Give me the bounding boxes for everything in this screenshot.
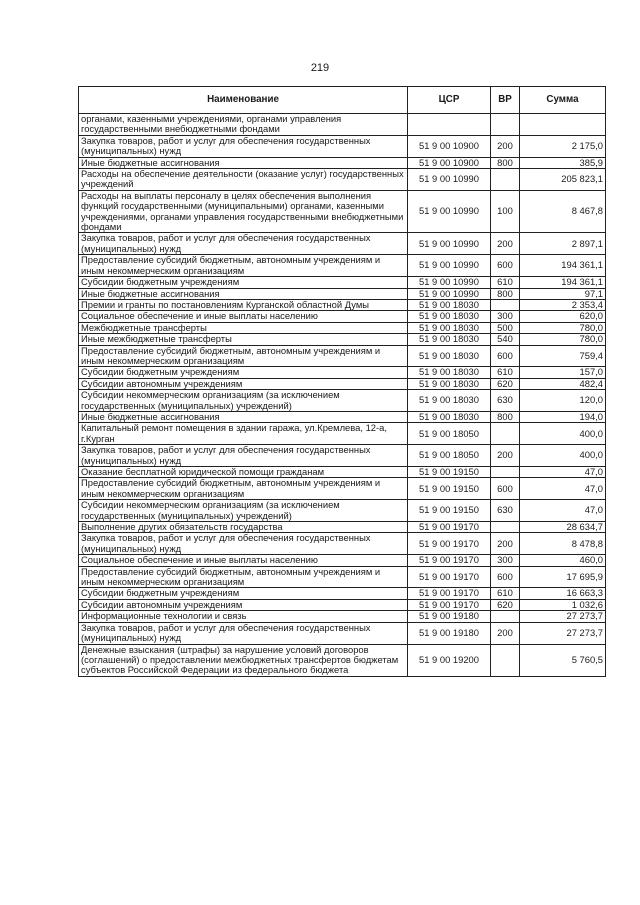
table-row bbox=[79, 522, 606, 533]
cell-sum: 460,0 bbox=[520, 555, 606, 566]
table-row bbox=[79, 334, 606, 345]
cell-sum: 482,4 bbox=[520, 378, 606, 389]
cell-csr: 51 9 00 10990 bbox=[408, 190, 491, 233]
cell-sum: 780,0 bbox=[520, 334, 606, 345]
cell-csr: 51 9 00 19180 bbox=[408, 622, 491, 644]
table-row bbox=[79, 135, 606, 157]
header-sum: Сумма bbox=[520, 87, 606, 114]
cell-name: Выполнение других обязательств государства bbox=[79, 522, 408, 533]
header-vr: ВР bbox=[491, 87, 520, 114]
cell-csr: 51 9 00 18030 bbox=[408, 411, 491, 422]
cell-vr bbox=[491, 467, 520, 478]
cell-sum: 47,0 bbox=[520, 478, 606, 500]
cell-sum: 780,0 bbox=[520, 322, 606, 333]
cell-vr: 610 bbox=[491, 277, 520, 288]
cell-vr: 620 bbox=[491, 599, 520, 610]
cell-sum: 47,0 bbox=[520, 467, 606, 478]
table-row bbox=[79, 345, 606, 367]
cell-name: Иные бюджетные ассигнования bbox=[79, 411, 408, 422]
cell-name: Предоставление субсидий бюджетным, автономным учреждениям и иным некоммерческим организациям bbox=[79, 478, 408, 500]
table-row bbox=[79, 533, 606, 555]
table-row bbox=[79, 157, 606, 168]
cell-vr: 500 bbox=[491, 322, 520, 333]
cell-vr bbox=[491, 522, 520, 533]
table-row bbox=[79, 599, 606, 610]
table-row bbox=[79, 467, 606, 478]
table-row bbox=[79, 445, 606, 467]
cell-sum: 400,0 bbox=[520, 445, 606, 467]
cell-csr: 51 9 00 10900 bbox=[408, 135, 491, 157]
cell-sum: 194 361,1 bbox=[520, 277, 606, 288]
cell-sum: 16 663,3 bbox=[520, 588, 606, 599]
cell-vr bbox=[491, 299, 520, 310]
cell-csr: 51 9 00 19170 bbox=[408, 566, 491, 588]
cell-sum: 157,0 bbox=[520, 367, 606, 378]
cell-csr: 51 9 00 10990 bbox=[408, 277, 491, 288]
cell-csr: 51 9 00 10990 bbox=[408, 255, 491, 277]
cell-vr: 200 bbox=[491, 233, 520, 255]
table-row bbox=[79, 644, 606, 676]
cell-csr: 51 9 00 19150 bbox=[408, 467, 491, 478]
cell-name: Расходы на обеспечение деятельности (оказание услуг) государственных учреждений bbox=[79, 169, 408, 191]
table-row bbox=[79, 611, 606, 622]
cell-csr: 51 9 00 18030 bbox=[408, 299, 491, 310]
cell-vr: 630 bbox=[491, 390, 520, 412]
table-row bbox=[79, 169, 606, 191]
cell-csr bbox=[408, 114, 491, 136]
cell-vr: 300 bbox=[491, 555, 520, 566]
cell-name: Субсидии некоммерческим организациям (за исключением государственных (муниципальных) учреждений) bbox=[79, 390, 408, 412]
cell-sum: 27 273,7 bbox=[520, 622, 606, 644]
cell-sum: 8 467,8 bbox=[520, 190, 606, 233]
cell-vr: 800 bbox=[491, 288, 520, 299]
budget-table bbox=[78, 86, 606, 677]
cell-csr: 51 9 00 19150 bbox=[408, 478, 491, 500]
cell-sum: 5 760,5 bbox=[520, 644, 606, 676]
cell-name: Субсидии бюджетным учреждениям bbox=[79, 367, 408, 378]
cell-name: Субсидии автономным учреждениям bbox=[79, 378, 408, 389]
cell-name: Закупка товаров, работ и услуг для обеспечения государственных (муниципальных) нужд bbox=[79, 135, 408, 157]
cell-name: Премии и гранты по постановлениям Курганской областной Думы bbox=[79, 299, 408, 310]
cell-vr: 800 bbox=[491, 411, 520, 422]
cell-vr: 200 bbox=[491, 445, 520, 467]
table-row bbox=[79, 311, 606, 322]
cell-name: Субсидии некоммерческим организациям (за исключением государственных (муниципальных) учреждений) bbox=[79, 500, 408, 522]
table-row bbox=[79, 500, 606, 522]
cell-vr: 600 bbox=[491, 566, 520, 588]
cell-name: Предоставление субсидий бюджетным, автономным учреждениям и иным некоммерческим организациям bbox=[79, 255, 408, 277]
table-row bbox=[79, 555, 606, 566]
cell-vr bbox=[491, 114, 520, 136]
cell-vr: 600 bbox=[491, 478, 520, 500]
cell-name: Субсидии автономным учреждениям bbox=[79, 599, 408, 610]
cell-name: органами, казенными учреждениями, органами управления государственными внебюджетными фондами bbox=[79, 114, 408, 136]
cell-csr: 51 9 00 19200 bbox=[408, 644, 491, 676]
table-row bbox=[79, 423, 606, 445]
table-row bbox=[79, 478, 606, 500]
table-row bbox=[79, 622, 606, 644]
cell-sum: 620,0 bbox=[520, 311, 606, 322]
cell-name: Предоставление субсидий бюджетным, автономным учреждениям и иным некоммерческим организациям bbox=[79, 566, 408, 588]
cell-sum: 2 353,4 bbox=[520, 299, 606, 310]
cell-vr: 800 bbox=[491, 157, 520, 168]
cell-csr: 51 9 00 19150 bbox=[408, 500, 491, 522]
cell-csr: 51 9 00 10900 bbox=[408, 157, 491, 168]
cell-name: Субсидии бюджетным учреждениям bbox=[79, 588, 408, 599]
cell-name: Закупка товаров, работ и услуг для обеспечения государственных (муниципальных) нужд bbox=[79, 445, 408, 467]
cell-vr: 540 bbox=[491, 334, 520, 345]
cell-vr: 610 bbox=[491, 367, 520, 378]
cell-vr: 200 bbox=[491, 622, 520, 644]
cell-vr: 300 bbox=[491, 311, 520, 322]
table-row bbox=[79, 277, 606, 288]
cell-sum: 27 273,7 bbox=[520, 611, 606, 622]
cell-name: Иные бюджетные ассигнования bbox=[79, 157, 408, 168]
cell-csr: 51 9 00 10990 bbox=[408, 169, 491, 191]
table-row bbox=[79, 588, 606, 599]
cell-name: Оказание бесплатной юридической помощи гражданам bbox=[79, 467, 408, 478]
cell-name: Денежные взыскания (штрафы) за нарушение условий договоров (соглашений) о предоставлении межбюджетных трансфертов бюджетам субъектов Российской Федерации из федерального бюджета bbox=[79, 644, 408, 676]
cell-name: Иные бюджетные ассигнования bbox=[79, 288, 408, 299]
cell-csr: 51 9 00 19180 bbox=[408, 611, 491, 622]
cell-name: Предоставление субсидий бюджетным, автономным учреждениям и иным некоммерческим организациям bbox=[79, 345, 408, 367]
cell-vr bbox=[491, 611, 520, 622]
cell-name: Социальное обеспечение и иные выплаты населению bbox=[79, 555, 408, 566]
cell-csr: 51 9 00 19170 bbox=[408, 522, 491, 533]
table-row bbox=[79, 114, 606, 136]
cell-csr: 51 9 00 10990 bbox=[408, 288, 491, 299]
cell-name: Закупка товаров, работ и услуг для обеспечения государственных (муниципальных) нужд bbox=[79, 622, 408, 644]
cell-name: Информационные технологии и связь bbox=[79, 611, 408, 622]
cell-vr bbox=[491, 644, 520, 676]
table-row bbox=[79, 255, 606, 277]
page-number: 219 bbox=[310, 62, 330, 74]
table-row bbox=[79, 233, 606, 255]
cell-csr: 51 9 00 19170 bbox=[408, 599, 491, 610]
cell-sum: 1 032,6 bbox=[520, 599, 606, 610]
cell-name: Межбюджетные трансферты bbox=[79, 322, 408, 333]
cell-vr: 630 bbox=[491, 500, 520, 522]
cell-vr bbox=[491, 423, 520, 445]
cell-csr: 51 9 00 18030 bbox=[408, 322, 491, 333]
cell-sum: 2 175,0 bbox=[520, 135, 606, 157]
table-row bbox=[79, 378, 606, 389]
cell-sum: 97,1 bbox=[520, 288, 606, 299]
table-body bbox=[79, 114, 606, 677]
table-row bbox=[79, 566, 606, 588]
table-row bbox=[79, 288, 606, 299]
table-row bbox=[79, 411, 606, 422]
cell-name: Иные межбюджетные трансферты bbox=[79, 334, 408, 345]
cell-vr: 600 bbox=[491, 255, 520, 277]
cell-csr: 51 9 00 18050 bbox=[408, 445, 491, 467]
cell-sum: 2 897,1 bbox=[520, 233, 606, 255]
cell-name: Капитальный ремонт помещения в здании гаража, ул.Кремлева, 12-а, г.Курган bbox=[79, 423, 408, 445]
cell-vr: 620 bbox=[491, 378, 520, 389]
cell-sum: 385,9 bbox=[520, 157, 606, 168]
cell-csr: 51 9 00 18030 bbox=[408, 367, 491, 378]
cell-csr: 51 9 00 18050 bbox=[408, 423, 491, 445]
cell-vr: 610 bbox=[491, 588, 520, 599]
table-row bbox=[79, 367, 606, 378]
header-row bbox=[79, 87, 606, 114]
cell-sum: 759,4 bbox=[520, 345, 606, 367]
cell-csr: 51 9 00 19170 bbox=[408, 533, 491, 555]
cell-sum: 194 361,1 bbox=[520, 255, 606, 277]
cell-sum bbox=[520, 114, 606, 136]
table-row bbox=[79, 190, 606, 233]
cell-csr: 51 9 00 18030 bbox=[408, 378, 491, 389]
cell-name: Субсидии бюджетным учреждениям bbox=[79, 277, 408, 288]
cell-vr: 200 bbox=[491, 533, 520, 555]
header-csr: ЦСР bbox=[408, 87, 491, 114]
cell-vr: 200 bbox=[491, 135, 520, 157]
cell-sum: 400,0 bbox=[520, 423, 606, 445]
cell-csr: 51 9 00 19170 bbox=[408, 555, 491, 566]
cell-csr: 51 9 00 10990 bbox=[408, 233, 491, 255]
table-row bbox=[79, 390, 606, 412]
cell-name: Закупка товаров, работ и услуг для обеспечения государственных (муниципальных) нужд bbox=[79, 533, 408, 555]
cell-sum: 120,0 bbox=[520, 390, 606, 412]
cell-csr: 51 9 00 18030 bbox=[408, 390, 491, 412]
cell-name: Закупка товаров, работ и услуг для обеспечения государственных (муниципальных) нужд bbox=[79, 233, 408, 255]
cell-sum: 28 634,7 bbox=[520, 522, 606, 533]
cell-sum: 194,0 bbox=[520, 411, 606, 422]
cell-sum: 47,0 bbox=[520, 500, 606, 522]
cell-name: Социальное обеспечение и иные выплаты населению bbox=[79, 311, 408, 322]
cell-csr: 51 9 00 18030 bbox=[408, 334, 491, 345]
header-name: Наименование bbox=[79, 87, 408, 114]
cell-sum: 8 478,8 bbox=[520, 533, 606, 555]
cell-vr: 600 bbox=[491, 345, 520, 367]
cell-sum: 205 823,1 bbox=[520, 169, 606, 191]
cell-csr: 51 9 00 18030 bbox=[408, 311, 491, 322]
cell-name: Расходы на выплаты персоналу в целях обеспечения выполнения функций государственными (муниципальными) органами, казенными учреждениями, органами управления государственными внебюджетными фондами bbox=[79, 190, 408, 233]
cell-vr: 100 bbox=[491, 190, 520, 233]
table-row bbox=[79, 322, 606, 333]
cell-csr: 51 9 00 19170 bbox=[408, 588, 491, 599]
table-row bbox=[79, 299, 606, 310]
cell-sum: 17 695,9 bbox=[520, 566, 606, 588]
cell-csr: 51 9 00 18030 bbox=[408, 345, 491, 367]
cell-vr bbox=[491, 169, 520, 191]
